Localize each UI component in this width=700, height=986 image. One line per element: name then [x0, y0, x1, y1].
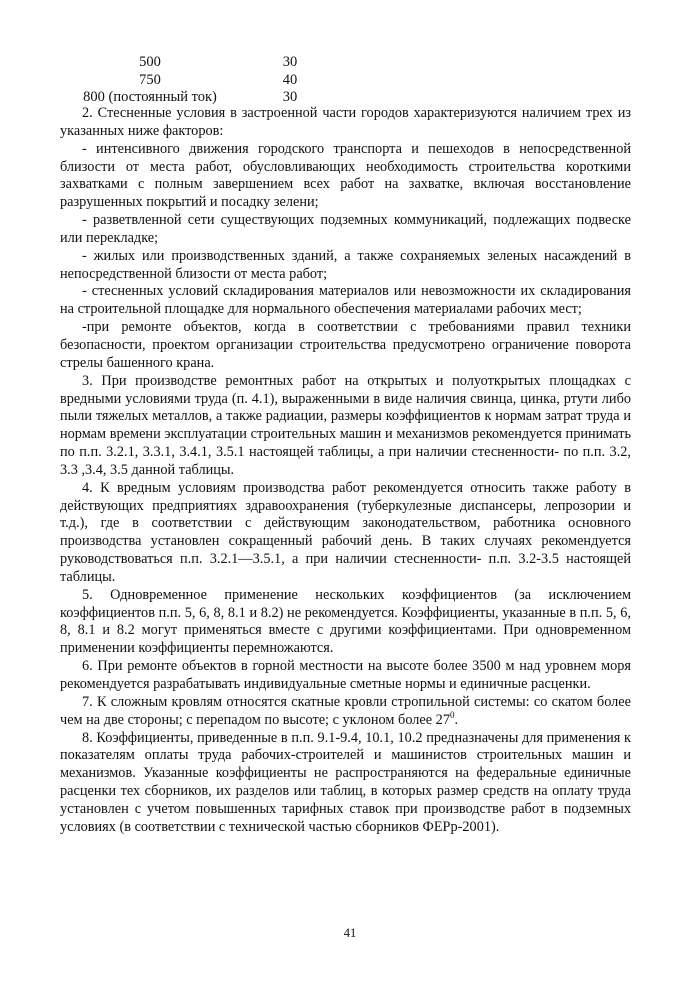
page-number: 41 — [343, 926, 357, 940]
paragraph-7 — [60, 694, 631, 730]
table-row — [80, 89, 320, 107]
value-cell: 40 — [282, 71, 298, 88]
document-body — [60, 105, 631, 837]
paragraph-7-end: . — [454, 711, 459, 728]
paragraph-3: 3. При производстве ремонтных работ на открытых и полуоткрытых площадках с вредными условиями труда (п. 4.1), выраженными в виде наличия свинца, цинка, ртути либо пыли тяжелых металлов, а также радиации, размеры коэффициентов к нормам затрат труда и нормам времени эксплуатации строительных машин и механизмов рекомендуется принимать по п.п. 3.2.1, 3.3.1, 3.4.1, 3.5.1 настоящей таблицы, а при наличии стесненности- по п.п. 3.2, 3.3 ,3.4, 3.5 данной таблицы. — [60, 372, 631, 478]
voltage-cell: 500 — [139, 54, 161, 70]
paragraph-2-item-3: - жилых или производственных зданий, а также сохраняемых зеленых насаждений в непосредственной близости от места работ; — [60, 247, 631, 282]
paragraph-8: 8. Коэффициенты, приведенные в п.п. 9.1-9.4, 10.1, 10.2 предназначены для применения к показателям оплаты труда рабочих-строителей и машинистов строительных машин и механизмов. Указанные коэффициенты не распространяются на федеральные единичные расценки тех сборников, их разделов или таблиц, в которых размер средств на оплату труда установлен с учетом повышенных тарифных ставок при производстве работ в подземных условиях (в соответствии с технической частью сборников ФЕРр-2001). — [60, 729, 631, 835]
degree-superscript: 0 — [449, 709, 455, 720]
paragraph-2-item-1: - интенсивного движения городского транспорта и пешеходов в непосредственной близости от места работ, обусловливающих необходимость строительства короткими захватками с полным завершением всех работ на захватке, включая восстановление разрушенных покрытий и посадку зелени; — [60, 140, 631, 211]
table-row — [80, 72, 320, 90]
voltage-cell: 800 (постоянный ток) — [83, 89, 217, 105]
paragraph-4: 4. К вредным условиям производства работ рекомендуется относить также работу в действующих предприятиях здравоохранения (туберкулезные диспансеры, лепрозории и т.д.), где в соответствии с действующим законодательством, работника основного производства установлен сокращенный рабочий день. В таких случаях рекомендуется руководствоваться п.п. 3.2.1—3.5.1, а при наличии стесненности- п.п. 3.2-3.5 настоящей таблицы. — [60, 479, 631, 585]
paragraph-2-item-4: - стесненных условий складирования материалов или невозможности их складирования на строительной площадке для нормального обеспечения материалами рабочих мест; — [60, 283, 631, 318]
paragraph-2-item-5: -при ремонте объектов, когда в соответствии с требованиями правил техники безопасности, проектом организации строительства предусмотрено ограничение поворота стрелы башенного крана. — [60, 319, 631, 371]
voltage-cell: 750 — [139, 71, 161, 88]
value-cell: 30 — [282, 54, 298, 70]
voltage-table — [80, 54, 320, 107]
paragraph-7-text: 7. К сложным кровлям относятся скатные кровли стропильной системы: со скатом более чем на две стороны; с перепадом по высоте; с уклоном более 27 — [60, 693, 631, 728]
paragraph-5: 5. Одновременное применение нескольких коэффициентов (за исключением коэффициентов п.п. 5, 6, 8, 8.1 и 8.2) не рекомендуется. Коэффициенты, указанные в п.п. 5, 6, 8, 8.1 и 8.2 могут применяться вместе с другими коэффициентами. При одновременном применении коэффициенты перемножаются. — [60, 586, 631, 657]
value-cell: 30 — [282, 89, 298, 105]
paragraph-2-item-2: - разветвленной сети существующих подземных коммуникаций, подлежащих подвеске или перекладке; — [60, 212, 631, 246]
paragraph-2-intro: 2. Стесненные условия в застроенной части городов характеризуются наличием трех из указанных ниже факторов: — [60, 105, 631, 139]
paragraph-6: 6. При ремонте объектов в горной местности на высоте более 3500 м над уровнем моря рекомендуется разрабатывать индивидуальные сметные нормы и единичные расценки. — [60, 658, 631, 692]
table-row — [80, 54, 320, 72]
